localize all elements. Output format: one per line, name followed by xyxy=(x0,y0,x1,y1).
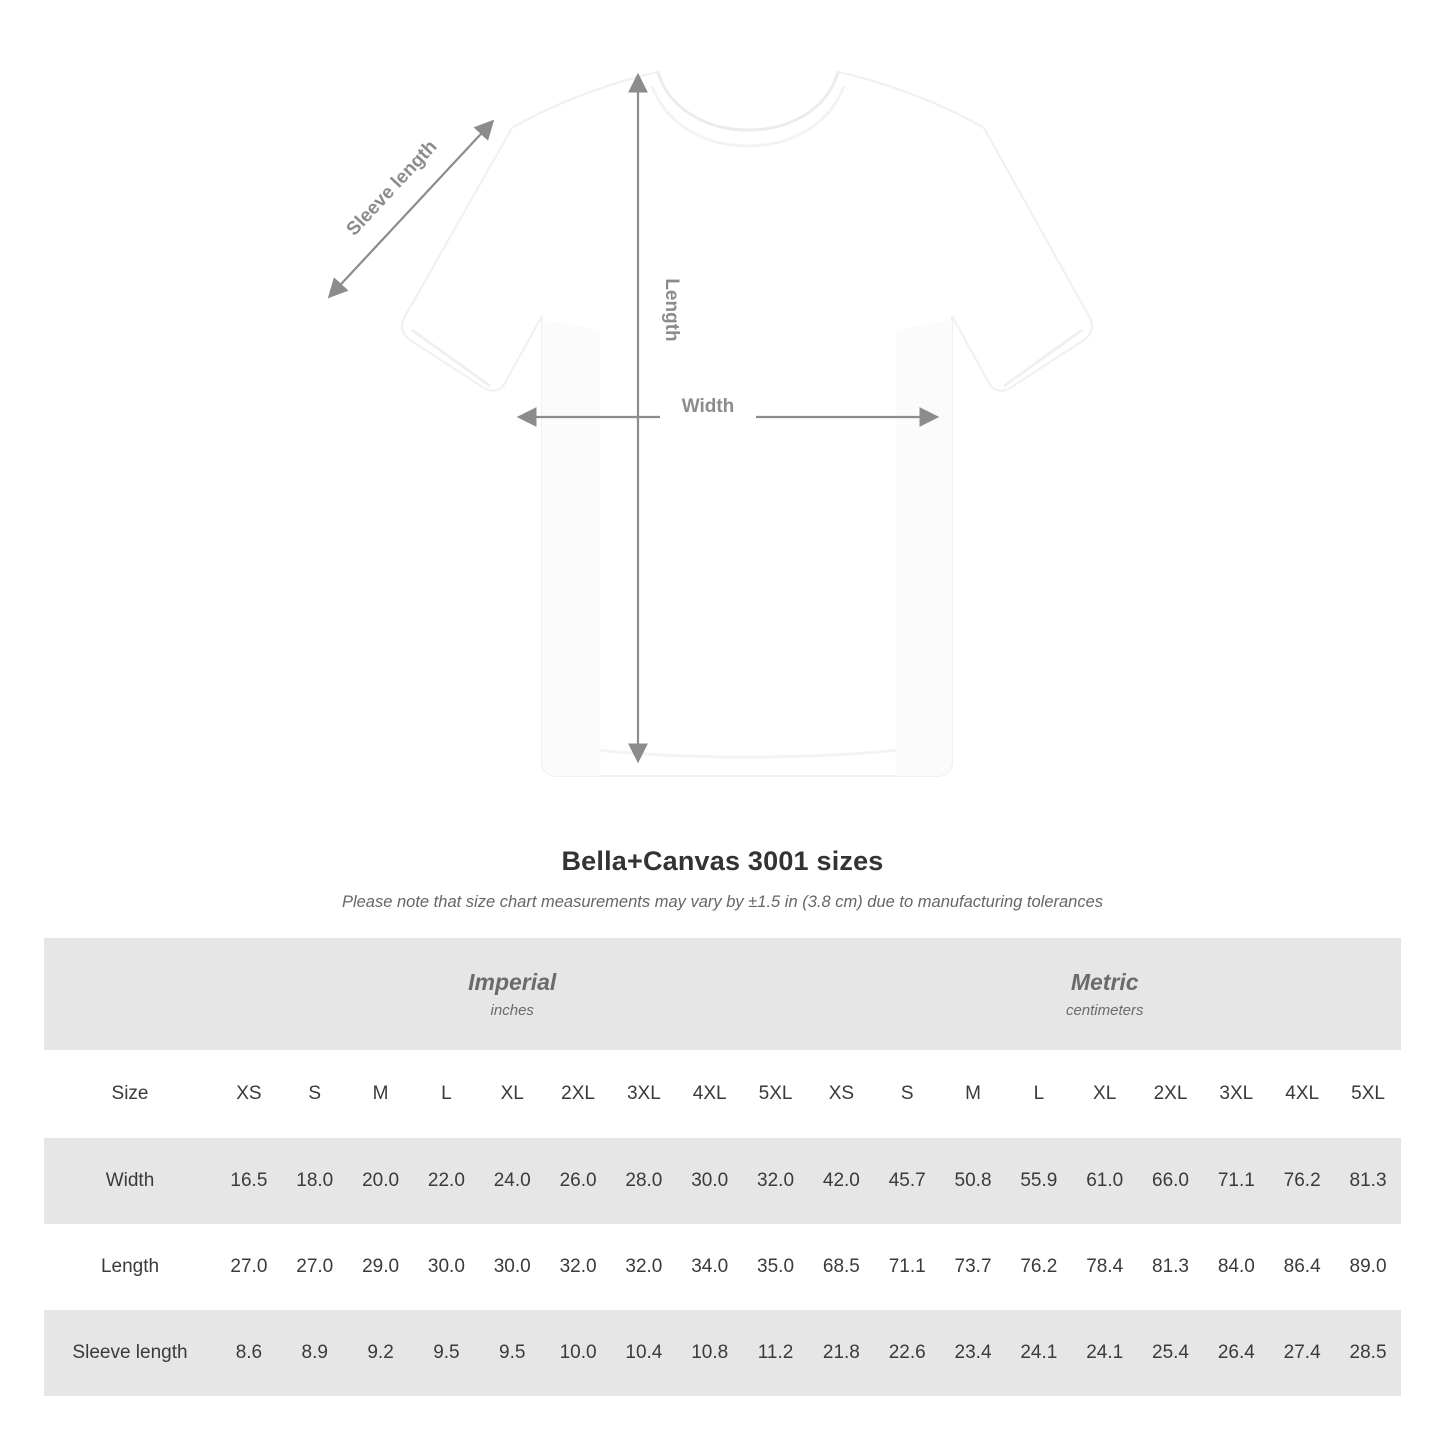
tshirt-shape xyxy=(402,72,1092,776)
measurement-cell: 27.0 xyxy=(282,1224,348,1310)
measurement-cell: 24.1 xyxy=(1072,1310,1138,1396)
size-column-header: 2XL xyxy=(1138,1050,1204,1138)
unit-group-sub: centimeters xyxy=(1065,1002,1144,1020)
measurement-cell: 22.0 xyxy=(413,1138,479,1224)
size-column-header: 4XL xyxy=(1269,1050,1335,1138)
measurement-cell: 26.0 xyxy=(545,1138,611,1224)
size-column-header: 5XL xyxy=(1335,1050,1401,1138)
measurement-cell: 71.1 xyxy=(874,1224,940,1310)
measurement-cell: 8.6 xyxy=(216,1310,282,1396)
measurement-cell: 30.0 xyxy=(413,1224,479,1310)
size-column-header: L xyxy=(1006,1050,1072,1138)
size-column-header: 3XL xyxy=(1203,1050,1269,1138)
measurement-cell: 29.0 xyxy=(348,1224,414,1310)
size-column-header: 4XL xyxy=(677,1050,743,1138)
measurement-cell: 68.5 xyxy=(808,1224,874,1310)
unit-group-imperial xyxy=(216,938,808,1050)
measurement-cell: 9.2 xyxy=(348,1310,414,1396)
measurement-cell: 10.8 xyxy=(677,1310,743,1396)
table-row xyxy=(44,1138,1401,1224)
size-column-header: S xyxy=(282,1050,348,1138)
measurement-cell: 28.0 xyxy=(611,1138,677,1224)
measurement-cell: 28.5 xyxy=(1335,1310,1401,1396)
measurement-cell: 30.0 xyxy=(479,1224,545,1310)
size-header-label: Size xyxy=(44,1050,216,1138)
measurement-cell: 23.4 xyxy=(940,1310,1006,1396)
table-row xyxy=(44,1310,1401,1396)
measurement-cell: 81.3 xyxy=(1138,1224,1204,1310)
measurement-cell: 42.0 xyxy=(808,1138,874,1224)
length-label: Length xyxy=(661,278,682,342)
measurement-cell: 81.3 xyxy=(1335,1138,1401,1224)
measurement-cell: 9.5 xyxy=(479,1310,545,1396)
sleeve-length-label: Sleeve length xyxy=(342,136,442,241)
unit-group-name: Imperial xyxy=(468,968,557,995)
size-column-header: 3XL xyxy=(611,1050,677,1138)
measurement-cell: 21.8 xyxy=(808,1310,874,1396)
unit-header-row xyxy=(44,938,1401,1050)
measurement-cell: 55.9 xyxy=(1006,1138,1072,1224)
size-column-header: M xyxy=(940,1050,1006,1138)
measurement-cell: 35.0 xyxy=(743,1224,809,1310)
measurement-cell: 30.0 xyxy=(677,1138,743,1224)
measurement-cell: 45.7 xyxy=(874,1138,940,1224)
unit-header-corner xyxy=(44,938,216,1050)
measurement-cell: 50.8 xyxy=(940,1138,1006,1224)
measurement-cell: 66.0 xyxy=(1138,1138,1204,1224)
size-column-header: S xyxy=(874,1050,940,1138)
measurement-cell: 32.0 xyxy=(743,1138,809,1224)
size-column-header: XL xyxy=(479,1050,545,1138)
measurement-cell: 24.1 xyxy=(1006,1310,1072,1396)
size-column-header: XS xyxy=(216,1050,282,1138)
size-column-header: 2XL xyxy=(545,1050,611,1138)
size-table-wrapper xyxy=(44,938,1401,1396)
measurement-cell: 76.2 xyxy=(1269,1138,1335,1224)
measurement-cell: 71.1 xyxy=(1203,1138,1269,1224)
width-label: Width xyxy=(681,396,735,417)
measurement-cell: 78.4 xyxy=(1072,1224,1138,1310)
chart-title: Bella+Canvas 3001 sizes xyxy=(561,846,884,876)
measurement-cell: 20.0 xyxy=(348,1138,414,1224)
measurement-cell: 32.0 xyxy=(611,1224,677,1310)
measurement-cell: 26.4 xyxy=(1203,1310,1269,1396)
measurement-cell: 84.0 xyxy=(1203,1224,1269,1310)
chart-subtitle: Please note that size chart measurements may vary by ±1.5 in (3.8 cm) due to manufacturing tolerances xyxy=(341,893,1104,911)
row-label: Length xyxy=(44,1224,216,1310)
size-column-header: XL xyxy=(1072,1050,1138,1138)
size-table xyxy=(44,938,1401,1396)
size-column-header: M xyxy=(348,1050,414,1138)
size-column-header: L xyxy=(413,1050,479,1138)
size-column-header: 5XL xyxy=(743,1050,809,1138)
measurement-cell: 11.2 xyxy=(743,1310,809,1396)
measurement-cell: 27.4 xyxy=(1269,1310,1335,1396)
table-row xyxy=(44,1224,1401,1310)
measurement-cell: 10.0 xyxy=(545,1310,611,1396)
measurement-cell: 16.5 xyxy=(216,1138,282,1224)
measurement-cell: 27.0 xyxy=(216,1224,282,1310)
measurement-cell: 34.0 xyxy=(677,1224,743,1310)
unit-group-metric xyxy=(808,938,1401,1050)
measurement-cell: 9.5 xyxy=(413,1310,479,1396)
unit-group-name: Metric xyxy=(1070,968,1139,995)
measurement-cell: 10.4 xyxy=(611,1310,677,1396)
measurement-cell: 8.9 xyxy=(282,1310,348,1396)
measurement-cell: 73.7 xyxy=(940,1224,1006,1310)
measurement-cell: 22.6 xyxy=(874,1310,940,1396)
row-label: Sleeve length xyxy=(44,1310,216,1396)
measurement-cell: 89.0 xyxy=(1335,1224,1401,1310)
measurement-cell: 25.4 xyxy=(1138,1310,1204,1396)
size-column-header: XS xyxy=(808,1050,874,1138)
measurement-cell: 32.0 xyxy=(545,1224,611,1310)
measurement-cell: 76.2 xyxy=(1006,1224,1072,1310)
measurement-cell: 18.0 xyxy=(282,1138,348,1224)
unit-group-sub: inches xyxy=(490,1002,534,1020)
row-label: Width xyxy=(44,1138,216,1224)
measurement-cell: 61.0 xyxy=(1072,1138,1138,1224)
measurement-cell: 86.4 xyxy=(1269,1224,1335,1310)
measurement-cell: 24.0 xyxy=(479,1138,545,1224)
size-header-row xyxy=(44,1050,1401,1138)
